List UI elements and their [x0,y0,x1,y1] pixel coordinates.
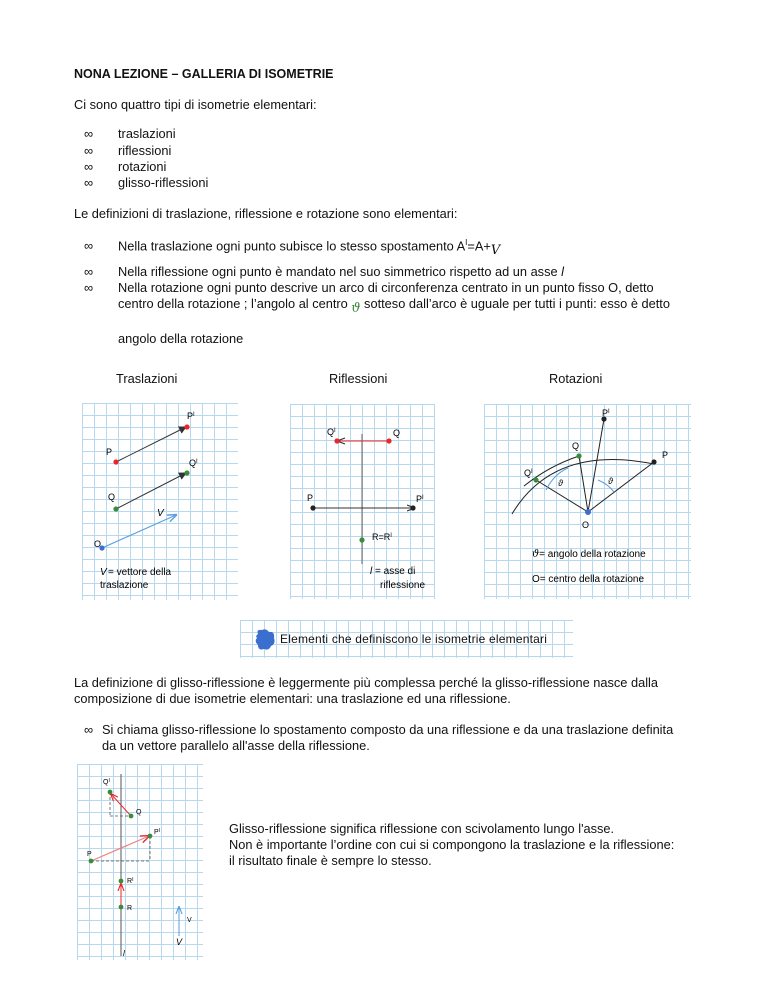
vector-v-arrow [102,515,176,548]
rotation-diagram [484,404,691,599]
glide-intro-line1: La definizione di glisso-riflessione è leggermente più complessa perché la glisso-riflessione nasce dalla [74,675,658,690]
bullet-icon: ∞ [84,175,94,190]
point-q1 [334,438,339,443]
bullet-icon: ∞ [84,126,94,141]
point-o [585,509,591,515]
label-q: Q [393,428,401,438]
label-o: O [94,539,102,549]
point-q [129,814,134,819]
bullet-icon: ∞ [84,264,94,279]
definition-rotation [84,280,654,295]
prime-mark: I [465,238,468,247]
arrow-p [91,836,149,861]
list-item [84,175,208,190]
theta-symbol: ϑ [351,301,361,316]
definition-text: =A+ [467,238,491,254]
ray-p1 [588,419,604,512]
point-p [89,859,94,864]
definition-text: Nella rotazione ogni punto descrive un arco di circonferenza centrato in un punto fisso O, detto [118,280,654,295]
label-theta-left: ϑ [558,478,563,488]
axis-symbol: l [561,264,564,279]
list-item-label: rotazioni [118,159,167,174]
label-v: V [157,508,164,519]
label-p1: $P^I$ [154,828,161,836]
label-r1: $R^I$ [127,877,134,885]
point-q [386,438,391,443]
label-q1: $Q^I$ [524,468,533,478]
definition-text: sotteso dall’arco è uguale per tutti i punti: esso è detto [360,296,670,311]
caption-o: O= centro della rotazione [532,574,645,585]
translation-figure [82,403,238,600]
point-p [310,505,315,510]
list-item-label: glisso-riflessioni [118,175,209,190]
point-p1 [148,834,153,839]
glide-definition-line1 [84,722,673,737]
label-r: R [127,905,133,912]
heading-rotations: Rotazioni [549,371,603,386]
glide-note-line2: Non è importante l’ordine con cui si compongono la traslazione e la riflessione: [229,837,675,852]
point-q1 [108,790,113,795]
definition-rotation-line2 [118,296,670,316]
bullet-icon: ∞ [84,280,94,295]
label-axis: l [123,949,125,958]
glide-reflection-figure [77,764,203,960]
caption-line1: l = asse di [370,566,416,577]
intro-text: Ci sono quattro tipi di isometrie elementari: [74,97,317,112]
point-p1 [410,505,415,510]
arrow-q [116,473,186,509]
definitions-intro: Le definizioni di traslazione, riflessione e rotazione sono elementari: [74,206,458,221]
reflection-figure [290,404,435,599]
label-q: Q [136,809,142,816]
point-q1 [184,470,189,475]
point-r1 [119,879,124,884]
ray-q [579,456,588,512]
label-v-vector: V [176,937,183,947]
label-p: P [662,450,669,460]
list-item [84,126,176,141]
point-q [576,453,581,458]
point-q1 [533,477,538,482]
label-q1: $Q^I$ [189,458,198,468]
bullet-icon: ∞ [84,143,94,158]
label-q1: $Q^I$ [103,778,110,786]
list-item [84,143,171,158]
label-q: Q [108,492,116,502]
heading-reflections: Riflessioni [329,371,388,386]
glide-reflection-diagram [77,764,203,960]
definition-text: centro della rotazione ; l’angolo al centro [118,296,352,311]
point-r [359,537,364,542]
bullet-icon: ∞ [84,238,94,254]
label-p1: $P^I$ [416,494,424,504]
rotation-figure [484,404,691,599]
blob-icon [254,628,276,652]
caption-line2: traslazione [100,580,149,591]
caption-line1: = vettore della [108,567,172,578]
definition-text: Si chiama glisso-riflessione lo spostamento composto da una riflessione e da una traslazione definita [102,722,674,737]
heading-translations: Traslazioni [116,371,178,386]
glide-note-line1: Glisso-riflessione significa riflessione con scivolamento lungo l'asse. [229,821,615,836]
point-q [113,506,118,511]
arrow-p [116,427,186,462]
ray-p [588,462,654,512]
vector-v-symbol: V [490,243,501,259]
label-p1: $P^I$ [187,411,195,421]
definition-rotation-line3: angolo della rotazione [118,331,244,346]
point-p [651,459,656,464]
list-item-label: riflessioni [118,143,172,158]
banner-text: Elementi che definiscono le isometrie elementari [280,632,548,646]
caption-v-symbol: V [100,567,107,578]
definition-text: Nella traslazione ogni punto subisce lo stesso spostamento A [118,238,466,254]
label-p1: $P^I$ [602,408,610,418]
glide-intro-line2: composizione di due isometrie elementari: una traslazione ed una riflessione. [74,691,511,706]
label-r: $R=R^I$ [372,532,392,542]
glide-note-line3: il risultato finale è sempre lo stesso. [229,853,432,868]
point-r [119,905,124,910]
label-p: P [87,851,92,858]
translation-diagram [82,403,238,600]
caption-theta: ϑ= angolo della rotazione [532,549,646,560]
label-v: V [187,917,192,924]
label-p: P [307,493,314,503]
banner [240,620,573,658]
list-item-label: traslazioni [118,126,176,141]
definition-reflection [84,264,564,279]
caption-line2: riflessione [380,580,426,591]
label-p: P [106,447,113,457]
point-p1 [184,424,189,429]
point-p [113,459,118,464]
bullet-icon: ∞ [84,159,94,174]
outer-arc [512,460,654,514]
page-title: NONA LEZIONE – GALLERIA DI ISOMETRIE [74,67,334,81]
list-item [84,159,166,174]
definition-translation [84,238,501,259]
label-o: O [582,520,590,530]
label-q1: $Q^I$ [327,427,336,437]
label-theta-right: ϑ [608,476,613,486]
glide-definition-line2: da un vettore parallelo all'asse della riflessione. [102,738,370,753]
label-q: Q [572,441,580,451]
definition-text: Nella riflessione ogni punto è mandato nel suo simmetrico rispetto ad un asse [118,264,562,279]
reflection-diagram [290,404,435,599]
bullet-icon: ∞ [84,722,94,737]
